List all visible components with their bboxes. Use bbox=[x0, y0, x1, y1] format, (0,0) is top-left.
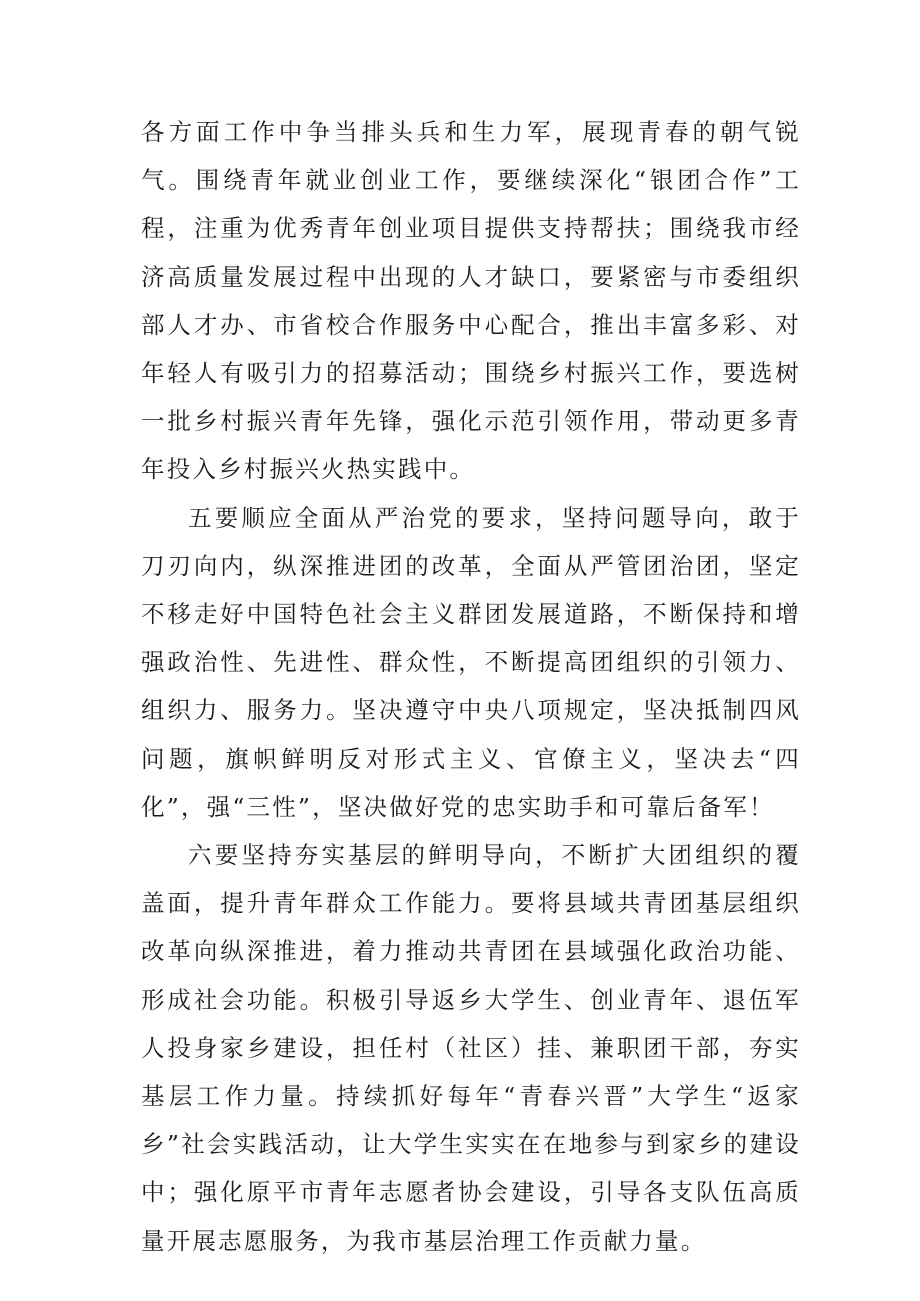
paragraph-point-six: 六要坚持夯实基层的鲜明导向，不断扩大团组织的覆盖面，提升青年群众工作能力。要将县域共青团基层组织改革向纵深推进，着力推动共青团在县域强化政治功能、形成社会功能。积极引导返乡大学生、创业青年、退伍军人投身家乡建设，担任村（社区）挂、兼职团干部，夯实基层工作力量。持续抓好每年“青春兴晋”大学生“返家乡”社会实践活动，让大学生实实在在地参与到家乡的建设中；强化原平市青年志愿者协会建设，引导各支队伍高质量开展志愿服务，为我市基层治理工作贡献力量。 bbox=[141, 841, 801, 1255]
paragraph-point-five: 五要顺应全面从严治党的要求，坚持问题导向，敢于刀刃向内，纵深推进团的改革，全面从严管团治团，坚定不移走好中国特色社会主义群团发展道路，不断保持和增强政治性、先进性、群众性，不断提高团组织的引领力、组织力、服务力。坚决遵守中央八项规定，坚决抵制四风问题，旗帜鲜明反对形式主义、官僚主义，坚决去“四化”，强“三性”，坚决做好党的忠实助手和可靠后备军！ bbox=[141, 503, 801, 821]
document-body bbox=[141, 108, 801, 1265]
paragraph-continuation: 各方面工作中争当排头兵和生力军，展现青春的朝气锐气。围绕青年就业创业工作，要继续深化“银团合作”工程，注重为优秀青年创业项目提供支持帮扶；围绕我市经济高质量发展过程中出现的人才缺口，要紧密与市委组织部人才办、市省校合作服务中心配合，推出丰富多彩、对年轻人有吸引力的招募活动；围绕乡村振兴工作，要选树一批乡村振兴青年先锋，强化示范引领作用，带动更多青年投入乡村振兴火热实践中。 bbox=[141, 118, 801, 484]
